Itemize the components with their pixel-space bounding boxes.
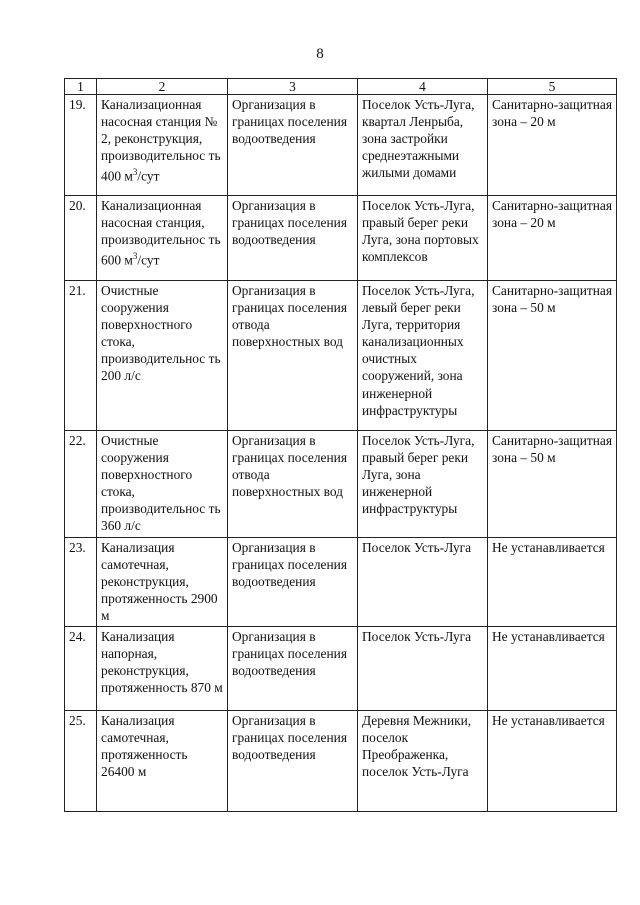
zone-cell: Не устанавливается: [488, 711, 617, 812]
column-header-2: 2: [97, 79, 228, 95]
organization-cell: Организация в границах поселения отвода поверхностных вод: [228, 281, 358, 431]
row-number: 23.: [65, 537, 97, 626]
table-header-row: [65, 79, 617, 95]
organization-cell: Организация в границах поселения водоотведения: [228, 196, 358, 281]
object-cell: Очистные сооружения поверхностного стока, производительнос ть 360 л/с: [97, 431, 228, 538]
row-number: 25.: [65, 711, 97, 812]
row-number: 20.: [65, 196, 97, 281]
location-cell: Поселок Усть-Луга, квартал Ленрыба, зона застройки среднеэтажными жилыми домами: [358, 95, 488, 196]
facilities-table: [64, 78, 617, 812]
table-row: [65, 281, 617, 431]
object-cell: Канализационная насосная станция № 2, реконструкция, производительнос ть 400 $м^3$/сут: [97, 95, 228, 196]
column-header-3: 3: [228, 79, 358, 95]
location-cell: Деревня Межники, поселок Преображенка, поселок Усть-Луга: [358, 711, 488, 812]
organization-cell: Организация в границах поселения водоотведения: [228, 95, 358, 196]
page-number: 8: [316, 46, 324, 62]
zone-cell: Не устанавливается: [488, 537, 617, 626]
row-number: 22.: [65, 431, 97, 538]
zone-cell: Санитарно-защитная зона – 50 м: [488, 281, 617, 431]
object-cell: Канализация самотечная, реконструкция, протяженность 2900 м: [97, 537, 228, 626]
location-cell: Поселок Усть-Луга, правый берег реки Луга, зона портовых комплексов: [358, 196, 488, 281]
zone-cell: Не устанавливается: [488, 627, 617, 711]
row-number: 19.: [65, 95, 97, 196]
object-cell: Канализация самотечная, протяженность 26400 м: [97, 711, 228, 812]
object-cell: Канализация напорная, реконструкция, протяженность 870 м: [97, 627, 228, 711]
column-header-4: 4: [358, 79, 488, 95]
organization-cell: Организация в границах поселения водоотведения: [228, 537, 358, 626]
object-cell: Канализационная насосная станция, производительнос ть 600 $м^3$/сут: [97, 196, 228, 281]
row-number: 24.: [65, 627, 97, 711]
zone-cell: Санитарно-защитная зона – 20 м: [488, 196, 617, 281]
table-row: [65, 431, 617, 538]
organization-cell: Организация в границах поселения отвода поверхностных вод: [228, 431, 358, 538]
location-cell: Поселок Усть-Луга, левый берег реки Луга, территория канализационных очистных сооружений, зона инженерной инфраструктуры: [358, 281, 488, 431]
zone-cell: Санитарно-защитная зона – 50 м: [488, 431, 617, 538]
table-row: [65, 711, 617, 812]
table-row: [65, 627, 617, 711]
zone-cell: Санитарно-защитная зона – 20 м: [488, 95, 617, 196]
organization-cell: Организация в границах поселения водоотведения: [228, 627, 358, 711]
location-cell: Поселок Усть-Луга: [358, 537, 488, 626]
table-row: [65, 537, 617, 626]
location-cell: Поселок Усть-Луга, правый берег реки Луга, зона инженерной инфраструктуры: [358, 431, 488, 538]
organization-cell: Организация в границах поселения водоотведения: [228, 711, 358, 812]
location-cell: Поселок Усть-Луга: [358, 627, 488, 711]
column-header-5: 5: [488, 79, 617, 95]
object-cell: Очистные сооружения поверхностного стока, производительнос ть 200 л/с: [97, 281, 228, 431]
row-number: 21.: [65, 281, 97, 431]
table-row: [65, 95, 617, 196]
column-header-1: 1: [65, 79, 97, 95]
table-row: [65, 196, 617, 281]
